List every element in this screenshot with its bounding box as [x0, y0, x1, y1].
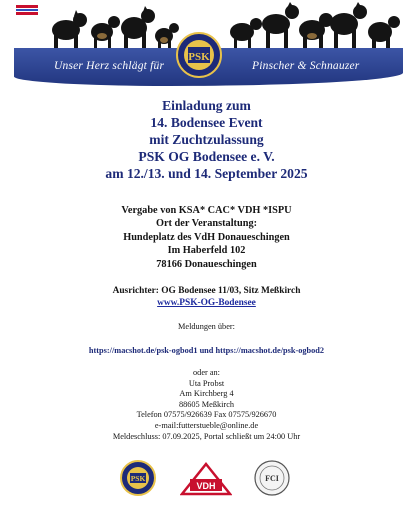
- venue-street: Im Haberfeld 102: [167, 245, 246, 257]
- contact-street: Am Kirchberg 4: [179, 389, 234, 399]
- contact-block: [0, 368, 413, 442]
- title-line-3: mit Zuchtzulassung: [149, 132, 264, 147]
- vdh-logo-text: VDH: [196, 481, 216, 491]
- registration-deadline: Meldeschluss: 07.09.2025, Portal schließt um 24:00 Uhr: [112, 431, 301, 441]
- contact-name: Uta Probst: [188, 378, 225, 388]
- event-info: [0, 204, 413, 271]
- event-title: [0, 97, 413, 182]
- psk-seal-icon: [120, 460, 156, 496]
- organizer-block: [0, 286, 413, 309]
- psk-seal-text: PSK: [130, 474, 146, 483]
- psk-logo-icon: [176, 32, 222, 78]
- slogan-left: Unser Herz schlägt für: [54, 60, 165, 72]
- vdh-logo-icon: [180, 462, 232, 496]
- contact-email[interactable]: e-mail:futterstueble@online.de: [154, 420, 259, 430]
- title-line-4: PSK OG Bodensee e. V.: [138, 149, 275, 164]
- slogan-right: Pinscher & Schnauzer: [252, 60, 360, 72]
- title-line-2: 14. Bodensee Event: [150, 115, 263, 130]
- title-line-5: am 12./13. und 14. September 2025: [105, 166, 308, 181]
- awards-text: Vergabe von KSA* CAC* VDH *ISPU: [121, 205, 292, 216]
- organizer-link[interactable]: www.PSK-OG-Bodensee: [157, 297, 256, 308]
- venue-name: Hundeplatz des VdH Donaueschingen: [123, 231, 290, 243]
- fci-logo-icon: [254, 460, 290, 496]
- fci-logo-text: FCI: [265, 474, 279, 483]
- registration-label: Meldungen über:: [178, 322, 235, 331]
- header-banner: [14, 2, 403, 90]
- organizer-text: Ausrichter: OG Bodensee 11/03, Sitz Meßkirch: [112, 286, 301, 296]
- venue-label: Ort der Veranstaltung:: [155, 218, 258, 230]
- title-line-1: Einladung zum: [162, 98, 251, 113]
- contact-or-label: oder an:: [193, 368, 220, 377]
- contact-phone: Telefon 07575/926639 Fax 07575/926670: [136, 410, 277, 420]
- svg-text:PSK: PSK: [188, 51, 210, 63]
- registration-links[interactable]: https://macshot.de/psk-ogbod1 und https://macshot.de/psk-ogbod2: [88, 346, 325, 355]
- venue-city: 78166 Donaueschingen: [156, 258, 257, 270]
- contact-city: 88605 Meßkirch: [178, 399, 235, 409]
